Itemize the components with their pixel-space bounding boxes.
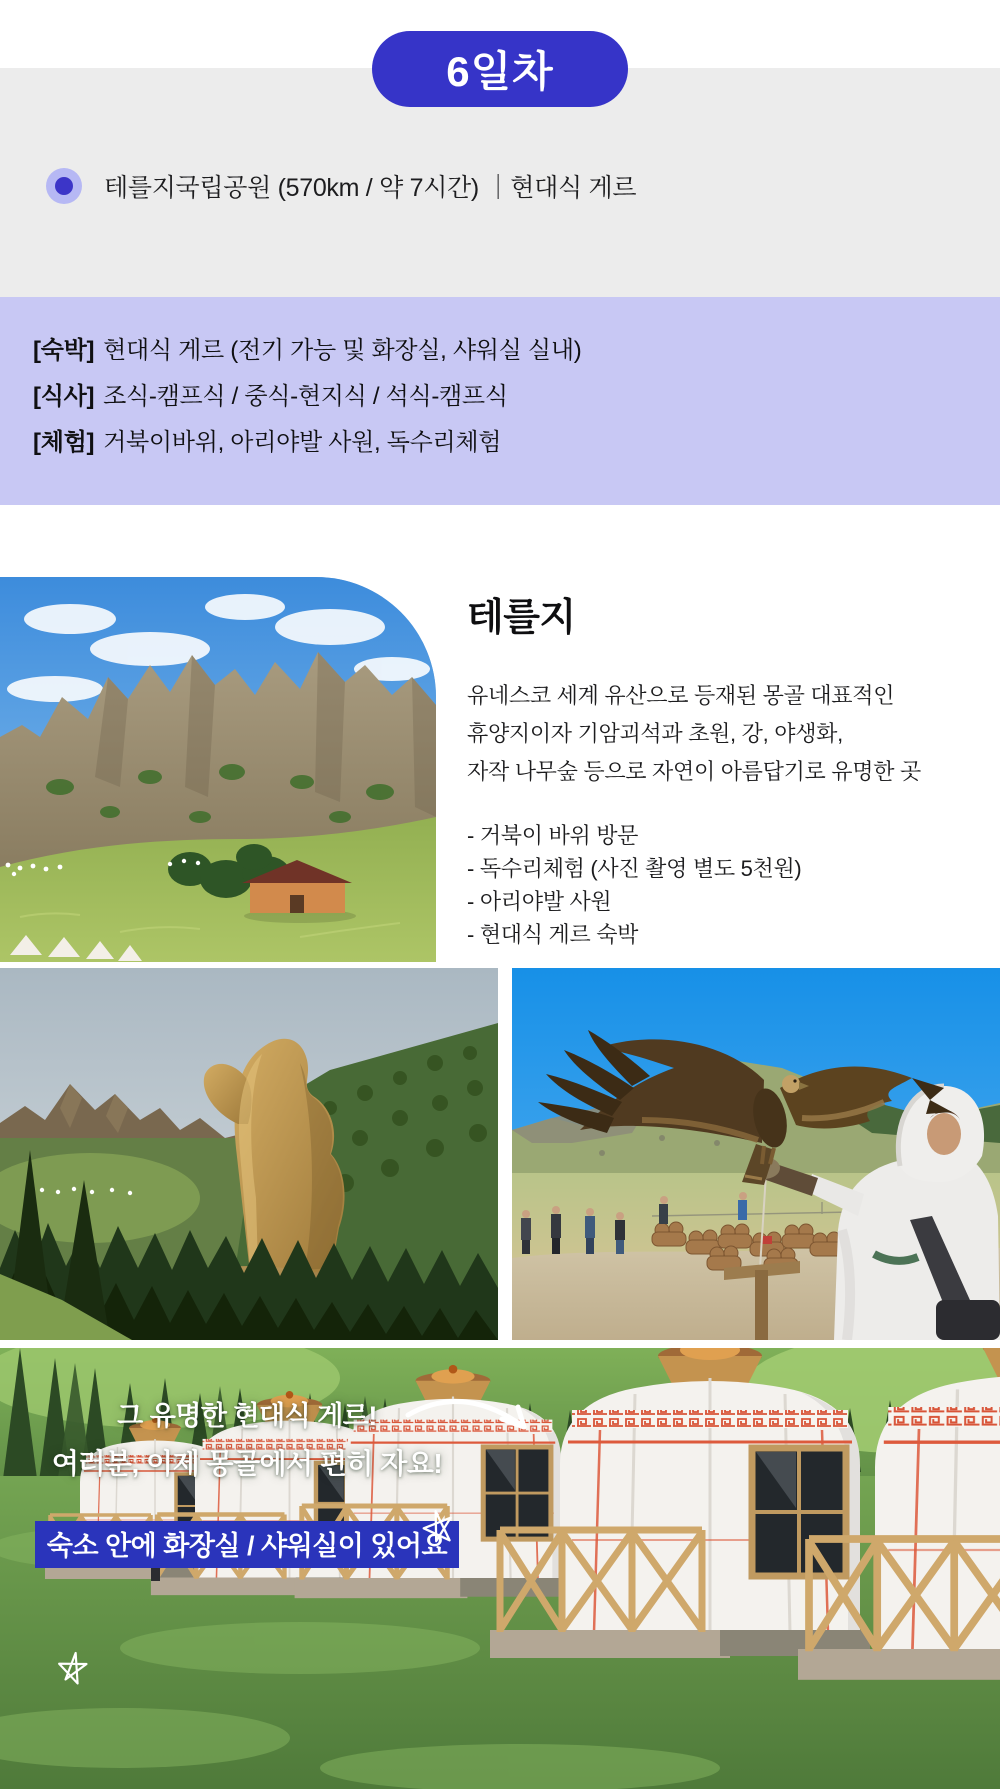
destination-section <box>467 586 987 951</box>
route-text: 테를지국립공원 (570km / 약 7시간) ｜현대식 게르 <box>104 174 637 202</box>
info-line-experience <box>33 420 581 466</box>
info-text-experience: 거북이바위, 아리야발 사원, 독수리체험 <box>103 429 502 456</box>
destination-description <box>467 677 987 791</box>
day-badge <box>372 31 628 107</box>
star-doodle-icon <box>55 1650 91 1686</box>
day-badge-label: 6일차 <box>446 48 554 95</box>
route-row <box>46 168 636 204</box>
activity-list <box>467 819 987 951</box>
eagle-experience-photo <box>512 968 1000 1340</box>
route-bullet-icon <box>46 168 82 204</box>
curved-arrow-icon <box>398 1383 544 1447</box>
route-bullet-dot <box>55 177 73 195</box>
ger-caption-line1: 그 유명한 현대식 게르! <box>117 1401 377 1431</box>
destination-title: 테를지 <box>467 597 576 639</box>
info-line-meals <box>33 374 581 420</box>
turtle-rock-photo <box>0 968 498 1340</box>
info-label-lodging: [숙박] <box>33 337 95 364</box>
info-label-experience: [체험] <box>33 429 95 456</box>
terelj-landscape-illustration <box>0 577 436 962</box>
info-block <box>33 328 581 466</box>
activity-item: - 아리야발 사원 <box>467 889 612 914</box>
description-line: 유네스코 세계 유산으로 등재된 몽골 대표적인 <box>467 683 895 708</box>
info-text-lodging: 현대식 게르 (전기 가능 및 화장실, 샤워실 실내) <box>103 337 582 364</box>
eagle-experience-illustration <box>512 968 1000 1340</box>
turtle-rock-illustration <box>0 968 498 1340</box>
activity-item: - 독수리체험 (사진 촬영 별도 5천원) <box>467 856 802 881</box>
info-label-meals: [식사] <box>33 383 95 410</box>
info-line-lodging <box>33 328 581 374</box>
terelj-landscape-photo <box>0 577 436 962</box>
description-line: 자작 나무숲 등으로 자연이 아름답기로 유명한 곳 <box>467 759 921 784</box>
info-text-meals: 조식-캠프식 / 중식-현지식 / 석식-캠프식 <box>103 383 508 410</box>
activity-item: - 현대식 게르 숙박 <box>467 922 639 947</box>
star-doodle-icon <box>420 1508 458 1546</box>
description-line: 휴양지이자 기암괴석과 초원, 강, 야생화, <box>467 721 843 746</box>
activity-item: - 거북이 바위 방문 <box>467 823 639 848</box>
ger-caption-line2: 여러분, 이제 몽골에서 편히 자요! <box>51 1448 443 1479</box>
ger-caption-highlight: 숙소 안에 화장실 / 샤워실이 있어요 <box>35 1521 459 1568</box>
